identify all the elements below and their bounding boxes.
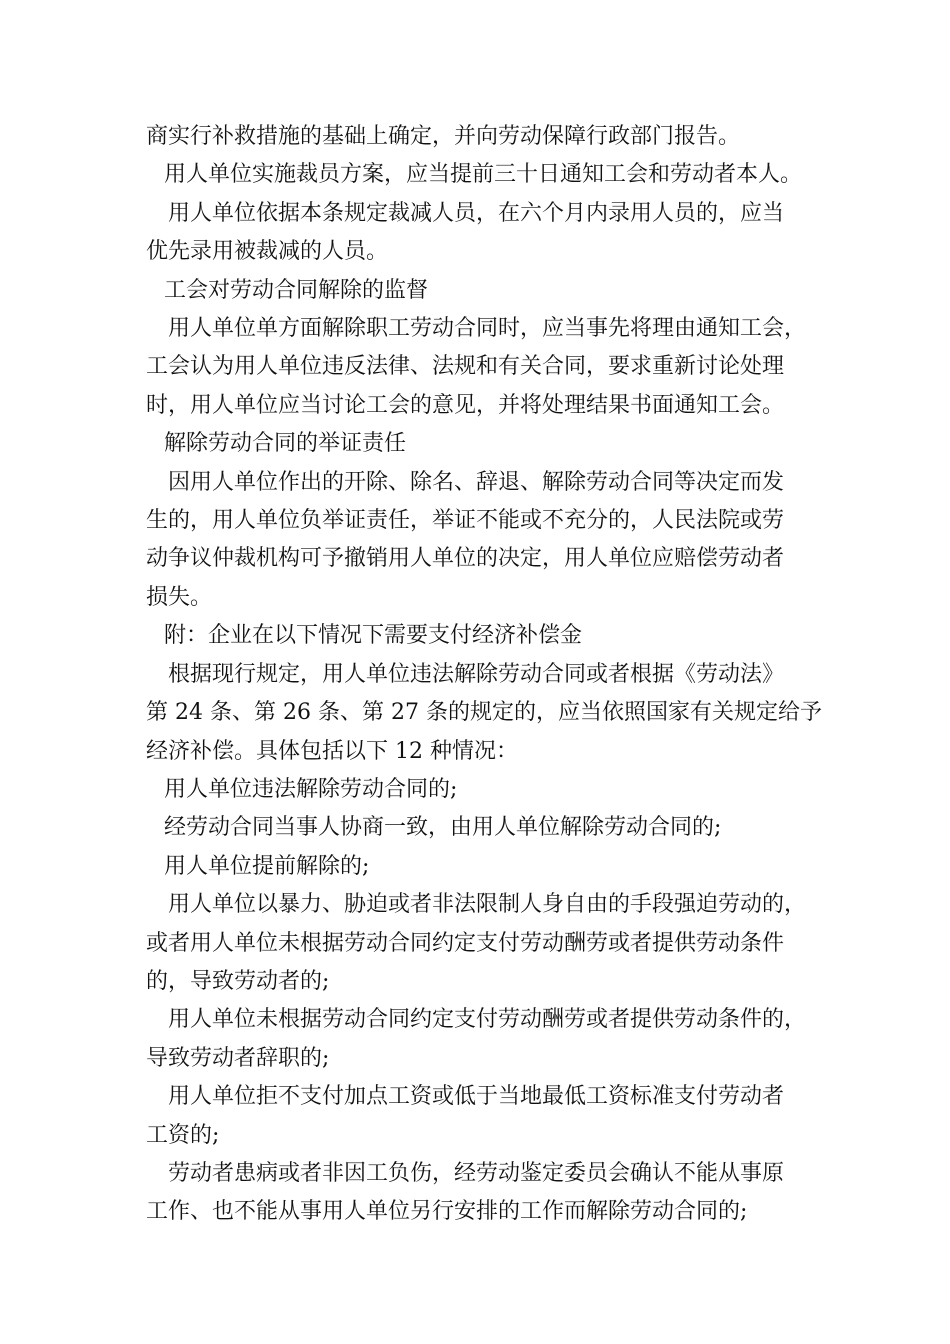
paragraph [146, 1155, 826, 1232]
text-line: 用人单位以暴力、胁迫或者非法限制人身自由的手段强迫劳动的， [168, 892, 807, 918]
text-line: 根据现行规定，用人单位违法解除劳动合同或者根据《劳动法》 [168, 661, 785, 687]
paragraph [146, 656, 826, 771]
text-line: 时，用人单位应当讨论工会的意见，并将处理结果书面通知工会。 [146, 392, 785, 418]
text-line: 动争议仲裁机构可予撤销用人单位的决定，用人单位应赔偿劳动者 [146, 546, 785, 572]
text-line: 工会认为用人单位违反法律、法规和有关合同，要求重新讨论处理 [146, 354, 785, 380]
text-line: 用人单位单方面解除职工劳动合同时，应当事先将理由通知工会， [168, 316, 807, 342]
text-line: 用人单位实施裁员方案，应当提前三十日通知工会和劳动者本人。 [164, 162, 803, 188]
text-line: 损失。 [146, 584, 213, 610]
document-page [146, 118, 826, 1232]
paragraph [146, 886, 826, 1001]
text-line: 经济补偿。具体包括以下 12 种情况： [146, 738, 518, 764]
text-line: 工会对劳动合同解除的监督 [164, 277, 429, 303]
paragraph [146, 848, 826, 886]
paragraph [146, 195, 826, 272]
text-line: 生的，用人单位负举证责任，举证不能或不充分的，人民法院或劳 [146, 508, 785, 534]
text-line: 优先录用被裁减的人员。 [146, 239, 389, 265]
paragraph [146, 771, 826, 809]
paragraph [146, 118, 826, 156]
text-line: 工资的; [146, 1122, 220, 1148]
text-line: 因用人单位作出的开除、除名、辞退、解除劳动合同等决定而发 [168, 469, 785, 495]
text-line: 工作、也不能从事用人单位另行安排的工作而解除劳动合同的; [146, 1199, 748, 1225]
text-line: 经劳动合同当事人协商一致，由用人单位解除劳动合同的; [164, 815, 722, 841]
text-line: 用人单位提前解除的; [164, 853, 370, 879]
text-line: 用人单位违法解除劳动合同的; [164, 776, 458, 802]
paragraph [146, 1001, 826, 1078]
paragraph [146, 425, 826, 463]
text-line: 劳动者患病或者非因工负伤，经劳动鉴定委员会确认不能从事原 [168, 1160, 785, 1186]
paragraph [146, 1078, 826, 1155]
text-line: 用人单位依据本条规定裁减人员，在六个月内录用人员的，应当 [168, 200, 785, 226]
paragraph [146, 809, 826, 847]
text-line: 解除劳动合同的举证责任 [164, 431, 407, 457]
paragraph [146, 617, 826, 655]
text-line: 导致劳动者辞职的; [146, 1045, 330, 1071]
paragraph [146, 272, 826, 310]
text-line: 的，导致劳动者的; [146, 968, 330, 994]
paragraph [146, 156, 826, 194]
text-line: 第 24 条、第 26 条、第 27 条的规定的，应当依照国家有关规定给予 [146, 700, 822, 726]
text-line: 或者用人单位未根据劳动合同约定支付劳动酬劳或者提供劳动条件 [146, 930, 785, 956]
paragraph [146, 464, 826, 618]
text-line: 用人单位未根据劳动合同约定支付劳动酬劳或者提供劳动条件的， [168, 1007, 807, 1033]
text-line: 用人单位拒不支付加点工资或低于当地最低工资标准支付劳动者 [168, 1084, 785, 1110]
text-line: 附：企业在以下情况下需要支付经济补偿金 [164, 623, 583, 649]
text-line: 商实行补救措施的基础上确定，并向劳动保障行政部门报告。 [146, 124, 741, 149]
paragraph [146, 310, 826, 425]
